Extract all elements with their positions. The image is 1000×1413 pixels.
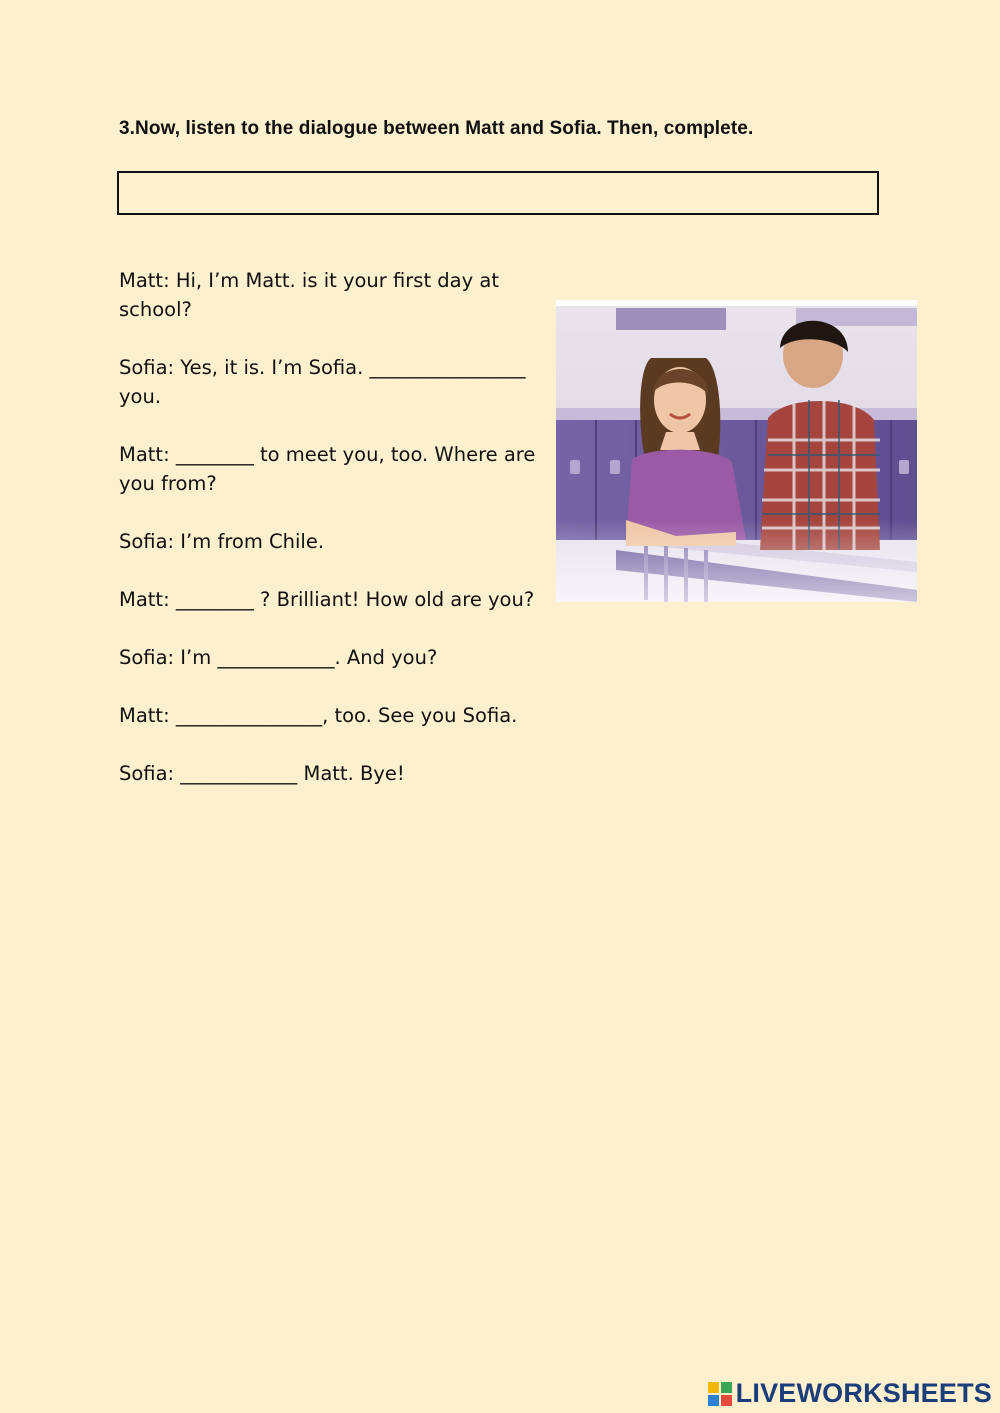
dialogue-line-7: Matt: _______________, too. See you Sofia. [119,704,518,727]
dialogue-line-4: Sofia: I’m from Chile. [119,530,325,553]
dialogue-line-2: Sofia: Yes, it is. I’m Sofia. ________________ you. [119,356,538,408]
instruction-heading: 3.Now, listen to the dialogue between Matt and Sofia. Then, complete. [119,118,754,139]
dialogue-line-3: Matt: ________ to meet you, too. Where are you from? [119,443,542,495]
dialogue-line-1: Matt: Hi, I’m Matt. is it your first day at school? [119,269,506,321]
answer-box[interactable] [117,171,879,215]
logo-text: LIVEWORKSHEETS [735,1378,992,1408]
dialogue-line-8: Sofia: ____________ Matt. Bye! [119,762,405,785]
dialogue-line-5: Matt: ________ ? Brilliant! How old are you? [119,588,535,611]
dialogue [119,266,559,817]
dialogue-line-6: Sofia: I’m ____________. And you? [119,646,438,669]
students-in-hallway-photo [556,300,917,602]
liveworksheets-logo-icon [708,1382,732,1406]
liveworksheets-logo [708,1378,992,1409]
